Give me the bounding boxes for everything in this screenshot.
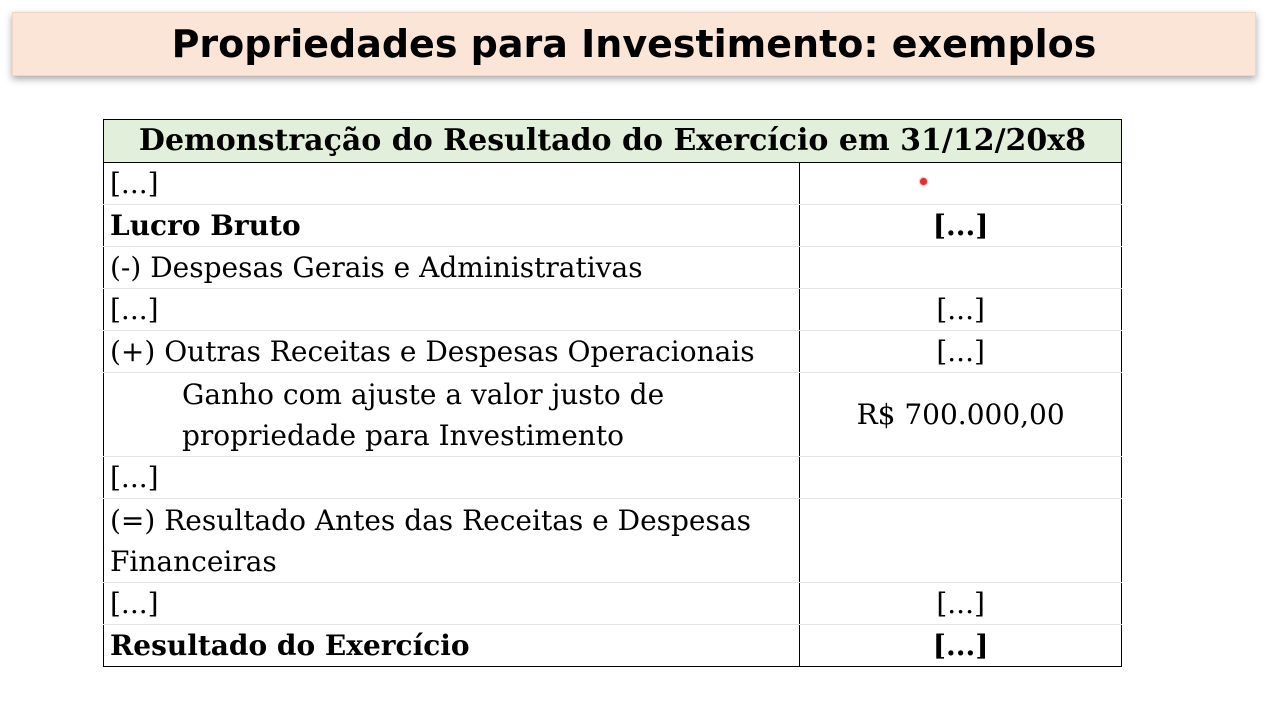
row-value — [800, 499, 1122, 583]
row-value: [...] — [800, 583, 1122, 625]
table-row — [104, 583, 1122, 625]
row-value — [800, 457, 1122, 499]
row-label: [...] — [104, 457, 800, 499]
table-row — [104, 373, 1122, 457]
table-row — [104, 289, 1122, 331]
row-label: [...] — [104, 289, 800, 331]
row-label-operating-result — [104, 499, 800, 583]
row-label-line: Financeiras — [110, 544, 277, 578]
table-header: Demonstração do Resultado do Exercício em 31/12/20x8 — [104, 120, 1122, 163]
table-row — [104, 247, 1122, 289]
row-value: [...] — [800, 289, 1122, 331]
row-value — [800, 247, 1122, 289]
row-label: [...] — [104, 163, 800, 205]
table-row — [104, 163, 1122, 205]
pointer-dot-icon — [920, 178, 927, 185]
income-statement-table — [103, 119, 1122, 667]
row-value-net-result: [...] — [800, 625, 1122, 667]
row-label-line: propriedade para Investimento — [182, 418, 624, 452]
row-value-fair-value-gain: R$ 700.000,00 — [800, 373, 1122, 457]
row-label-line: (=) Resultado Antes das Receitas e Despesas — [110, 503, 751, 537]
row-label-net-result: Resultado do Exercício — [104, 625, 800, 667]
row-value-gross-profit: [...] — [800, 205, 1122, 247]
table-row — [104, 205, 1122, 247]
page-title: Propriedades para Investimento: exemplos — [171, 22, 1097, 66]
row-label: (+) Outras Receitas e Despesas Operacionais — [104, 331, 800, 373]
row-value — [800, 163, 1122, 205]
row-label-fair-value-gain — [104, 373, 800, 457]
row-label: (-) Despesas Gerais e Administrativas — [104, 247, 800, 289]
row-value: [...] — [800, 331, 1122, 373]
table-row — [104, 625, 1122, 667]
title-banner — [12, 12, 1256, 76]
row-label-gross-profit: Lucro Bruto — [104, 205, 800, 247]
row-label: [...] — [104, 583, 800, 625]
table-row — [104, 331, 1122, 373]
row-label-line: Ganho com ajuste a valor justo de — [182, 377, 665, 411]
table-row — [104, 457, 1122, 499]
table-row — [104, 499, 1122, 583]
table-header-row — [104, 120, 1122, 163]
